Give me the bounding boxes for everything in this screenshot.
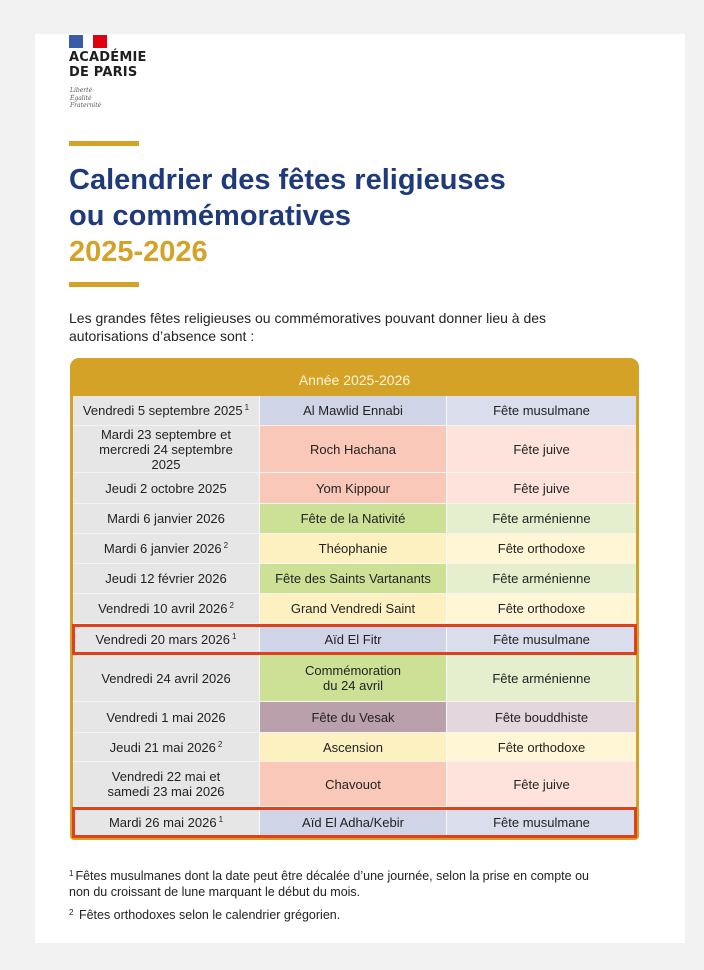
holiday-name-cell: Yom Kippour <box>260 473 447 504</box>
title-line-2: ou commémoratives <box>69 200 352 232</box>
holiday-type-cell: Fête arménienne <box>447 504 636 534</box>
holiday-name-cell: Aïd El Fitr <box>260 624 447 655</box>
date-text: Jeudi 12 février 2026 <box>105 571 227 586</box>
date-cell <box>73 564 260 594</box>
intro-text: Les grandes fêtes religieuses ou commémoratives pouvant donner lieu à des autorisations d’absence sont : <box>69 310 547 344</box>
footnote-ref: 2 <box>217 739 223 749</box>
date-text: Mardi 23 septembre et mercredi 24 septembre 2025 <box>99 426 233 472</box>
date-text: Vendredi 20 mars 2026 <box>95 631 230 647</box>
holiday-type-cell: Fête orthodoxe <box>447 534 636 564</box>
date-cell <box>73 762 260 807</box>
holiday-type-cell: Fête musulmane <box>447 624 636 655</box>
holiday-type-cell: Fête juive <box>447 473 636 504</box>
table-row <box>73 594 636 624</box>
date-text: Vendredi 22 mai et samedi 23 mai 2026 <box>107 769 225 799</box>
table-row <box>73 426 636 473</box>
marianne-flag-logo <box>69 35 107 48</box>
date-cell <box>73 655 260 702</box>
table-row <box>73 504 636 534</box>
table-row <box>73 762 636 807</box>
holiday-type-cell: Fête arménienne <box>447 655 636 702</box>
table-row <box>73 733 636 762</box>
footnote-1-text: Fêtes musulmanes dont la date peut être décalée d’une journée, selon la prise en compte ou non du croissant de lune marquant le début du mois. <box>69 869 589 899</box>
accent-bar-bottom <box>69 282 139 287</box>
date-cell <box>73 504 260 534</box>
table-row <box>73 702 636 733</box>
holiday-name-cell: Commémoration du 24 avril <box>260 655 447 702</box>
holiday-type-cell: Fête juive <box>447 426 636 473</box>
footnote-1-mark: 1 <box>69 869 74 878</box>
republic-motto <box>70 87 101 110</box>
holiday-name-cell: Fête de la Nativité <box>260 504 447 534</box>
holiday-type-cell: Fête musulmane <box>447 396 636 426</box>
footnote-ref: 2 <box>229 601 234 610</box>
document-page <box>35 34 685 943</box>
date-cell <box>73 396 260 426</box>
holiday-type-cell: Fête bouddhiste <box>447 702 636 733</box>
date-text: Jeudi 21 mai 2026 <box>109 739 216 755</box>
date-text: Vendredi 5 septembre 2025 <box>82 403 243 418</box>
footnote-2 <box>69 907 340 923</box>
motto-fraternite: Fraternité <box>70 102 102 109</box>
holiday-name-cell: Fête du Vesak <box>260 702 447 733</box>
table-row <box>73 534 636 564</box>
table-row <box>73 624 636 655</box>
holiday-type-cell: Fête arménienne <box>447 564 636 594</box>
date-cell <box>73 534 260 564</box>
footnote-1 <box>69 868 609 900</box>
date-cell <box>73 594 260 624</box>
date-cell <box>73 733 260 762</box>
holiday-name-cell: Roch Hachana <box>260 426 447 473</box>
date-cell <box>73 624 260 655</box>
accent-bar-top <box>69 141 139 146</box>
holiday-type-cell: Fête juive <box>447 762 636 807</box>
holiday-type-cell: Fête musulmane <box>447 807 636 838</box>
holiday-name-cell: Théophanie <box>260 534 447 564</box>
footnote-ref: 1 <box>244 403 250 412</box>
date-cell <box>73 702 260 733</box>
holiday-name-cell: Aïd El Adha/Kebir <box>260 807 447 838</box>
footnote-ref: 1 <box>218 814 224 824</box>
logo-line-2: DE PARIS <box>69 65 138 80</box>
date-text: Vendredi 10 avril 2026 <box>98 601 228 616</box>
date-text: Vendredi 1 mai 2026 <box>106 709 226 725</box>
date-cell <box>73 426 260 473</box>
holiday-type-cell: Fête orthodoxe <box>447 733 636 762</box>
motto-liberte: Liberté <box>70 87 93 94</box>
table-heading: Année 2025-2026 <box>298 372 411 388</box>
holiday-name-cell: Fête des Saints Vartanants <box>260 564 447 594</box>
holiday-name-cell: Al Mawlid Ennabi <box>260 396 447 426</box>
motto-egalite: Égalité <box>70 94 92 102</box>
footnote-ref: 2 <box>223 541 229 550</box>
holiday-name-cell: Grand Vendredi Saint <box>260 594 447 624</box>
date-cell <box>73 807 260 838</box>
holiday-name-cell: Ascension <box>260 733 447 762</box>
footnote-2-text: Fêtes orthodoxes selon le calendrier grégorien. <box>78 908 341 922</box>
title-line-1: Calendrier des fêtes religieuses <box>69 164 506 196</box>
holidays-table <box>70 358 639 840</box>
date-text: Mardi 6 janvier 2026 <box>107 511 225 526</box>
date-text: Jeudi 2 octobre 2025 <box>105 480 227 496</box>
logo-line-1: ACADÉMIE <box>69 50 147 65</box>
table-body <box>73 396 636 838</box>
holiday-name-cell: Chavouot <box>260 762 447 807</box>
table-row <box>73 396 636 426</box>
table-row <box>73 473 636 504</box>
table-row <box>73 564 636 594</box>
date-cell <box>73 473 260 504</box>
footnote-2-mark: 2 <box>69 908 74 917</box>
footnote-ref: 1 <box>231 631 237 641</box>
page-title <box>69 162 506 234</box>
holiday-type-cell: Fête orthodoxe <box>447 594 636 624</box>
date-text: Mardi 26 mai 2026 <box>108 814 217 830</box>
title-year: 2025-2026 <box>69 236 208 268</box>
academie-logo-text <box>69 50 147 80</box>
table-row <box>73 655 636 702</box>
date-text: Vendredi 24 avril 2026 <box>101 670 231 686</box>
table-row <box>73 807 636 838</box>
date-text: Mardi 6 janvier 2026 <box>103 541 222 556</box>
